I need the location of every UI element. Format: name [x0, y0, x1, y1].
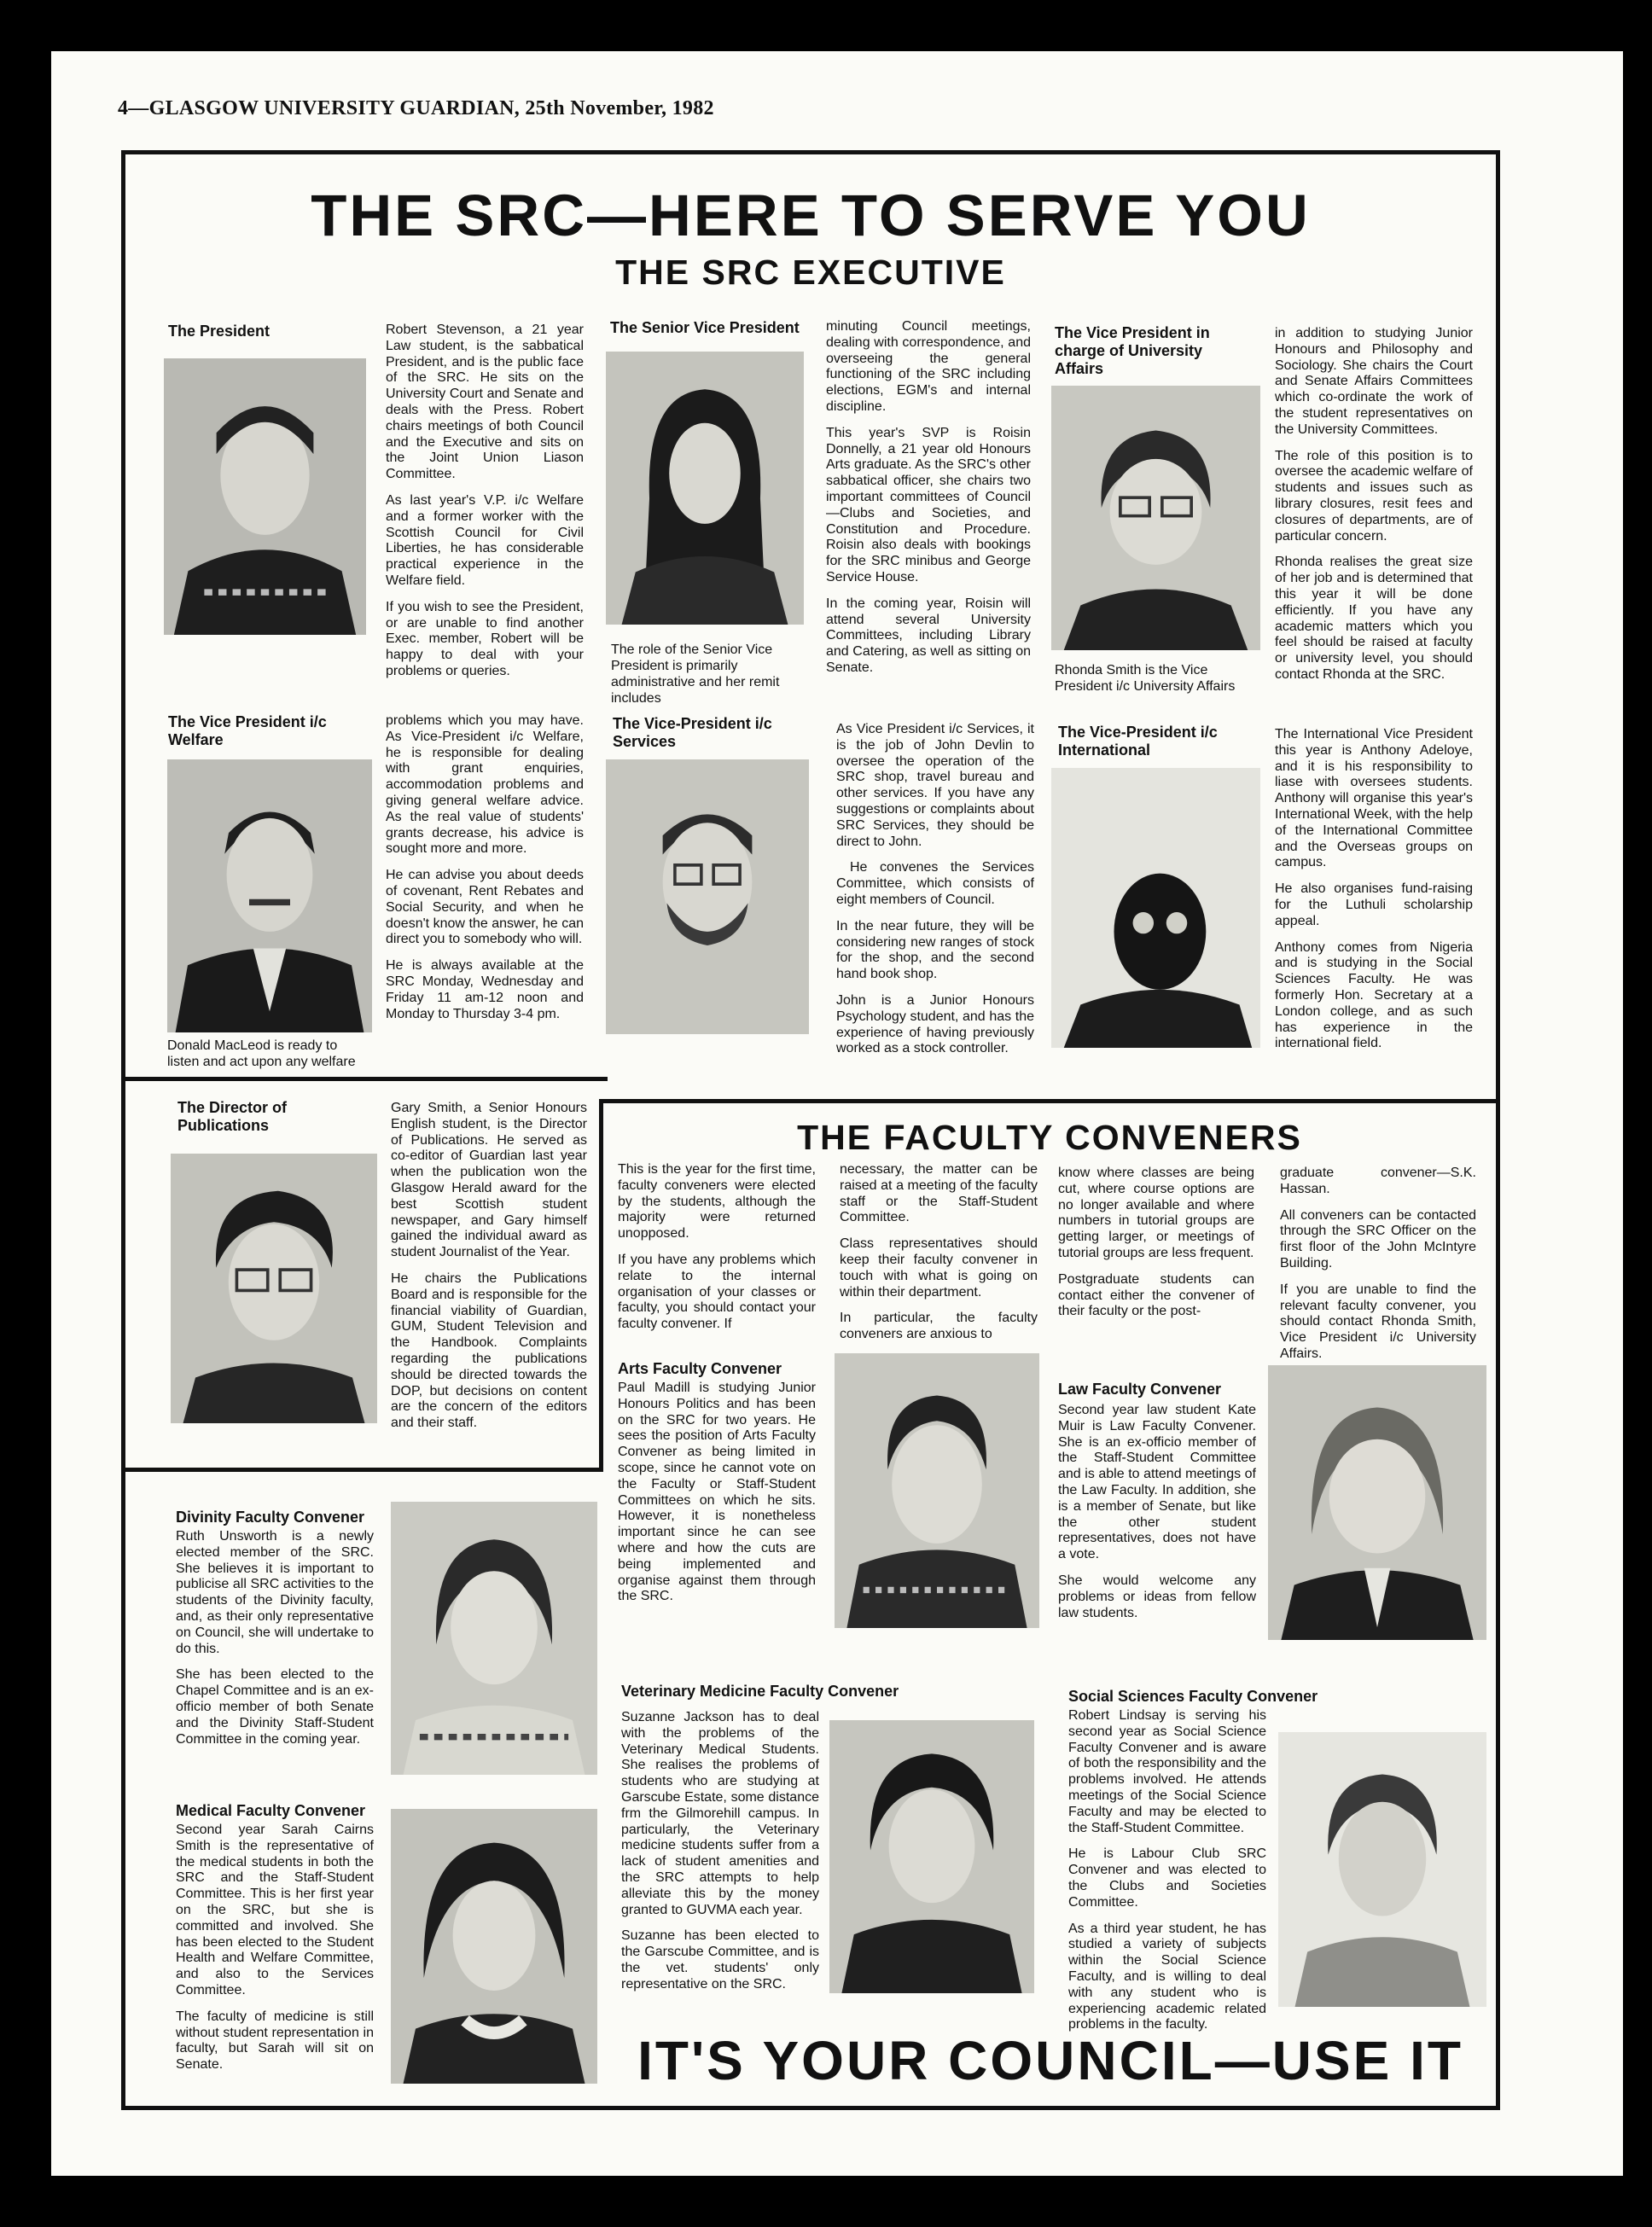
footer-slogan: IT'S YOUR COUNCIL—USE IT: [637, 2030, 1463, 2091]
section-divider: [121, 1077, 608, 1081]
director-bottom-rule: [121, 1468, 603, 1472]
vp-welfare-label: The Vice President i/c Welfare: [168, 713, 327, 748]
medical-label: Medical Faculty Convener: [176, 1802, 366, 1819]
divinity-photo: [391, 1502, 597, 1775]
arts-photo: [835, 1353, 1039, 1628]
director-photo: [171, 1154, 377, 1423]
vet-text: Suzanne Jackson has to deal with the problems of the Veterinary Medical Students. She realises the problems of students who are studying at Garscube Estate, some distance frm the Gilmorehill campus. In particularly, the Veterinary medicine students suffer from a lack of student amenities and the SRC attempts to help alleviate this by the money granted to GUVMA each year. Suzanne has been elected to the Garscube Committee, and is the vet. students' only representative on the SRC.: [621, 1710, 819, 1992]
faculty-intro-col4: graduate convener—S.K. Hassan. All conveners can be contacted through the SRC Officer on the first floor of the John McIntyre Building. If you are unable to find the relevant faculty convener, you should contact Rhonda Smith, Vice President i/c University Affairs.: [1280, 1166, 1476, 1361]
vp-university-caption: Rhonda Smith is the Vice President i/c University Affairs: [1055, 663, 1236, 694]
svp-text: minuting Council meetings, dealing with correspondence, and overseeing the general functioning of the SRC including elections, EGM's and internal discipline. This year's SVP is Roisin Donnelly, a 21 year old Honours Arts graduate. As the SRC's other sabbatical officer, she chairs two important committees of Council—Clubs and Societies, and Constitution and Procedure. Roisin also deals with bookings for the SRC minibus and George Service House. In the coming year, Roisin will attend several University Committees, including Library and Catering, as well as sitting on Senate.: [826, 319, 1031, 675]
social-photo: [1278, 1732, 1486, 2007]
headline: THE SRC—HERE TO SERVE YOU: [311, 183, 1311, 248]
vp-welfare-caption: Donald MacLeod is ready to listen and act upon any welfare: [167, 1038, 356, 1069]
divinity-label: Divinity Faculty Convener: [176, 1509, 365, 1526]
director-text: Gary Smith, a Senior Honours English student, is the Director of Publications. He served as co-editor of Guardian last year when the publication won the Glasgow Herald award for the best Scottish student newspaper, and Gary himself gained the individual award as student Journalist of the Year. He chairs the Publications Board and is responsible for the financial viability of Guardian, GUM, Student Television and the Handbook. Complaints regarding the publications should be directed towards the DOP, but decisions on content are the concern of the editors and their staff.: [391, 1101, 587, 1431]
vp-services-photo: [606, 759, 809, 1034]
law-text: Second year law student Kate Muir is Law Faculty Convener. She is an ex-officio member of the Staff-Student Committee and is able to attend meetings of the Law Faculty. In addition, she is a member of Senate, but like the other student representatives, does not have a vote. She would welcome any problems or ideas from fellow law students.: [1058, 1403, 1256, 1620]
vp-international-photo: [1051, 768, 1260, 1048]
vp-services-label: The Vice-President i/c Services: [613, 715, 772, 750]
vp-welfare-text: problems which you may have. As Vice-President i/c Welfare, he is responsible for dealing with grant enquiries, accommodation problems and giving general welfare advice. As the real value of students' grants decrease, his advice is sought more and more. He can advise you about deeds of covenant, Rent Rebates and Social Security, and when he doesn't know the answer, he can direct you to somebody who will. He is always available at the SRC Monday, Wednesday and Friday 11 am-12 noon and Monday to Thursday 3-4 pm.: [386, 713, 584, 1021]
vp-university-text: in addition to studying Junior Honours and Philosophy and Sociology. She chairs the Court and Senate Affairs Committees which co-ordinate the work of the student representatives on the University Committees. The role of this position is to oversee the academic welfare of students and issues such as library closures, resit fees and closures of departments, are of particular concern. Rhonda realises the great size of her job and is determined that this year it will be done efficiently. If you have any academic matters which you feel should be raised at faculty or university level, you should contact Rhonda at the SRC.: [1275, 326, 1473, 682]
arts-text: Paul Madill is studying Junior Honours Politics and has been on the SRC for two years. He sees the position of Arts Faculty Convener as being limited in scope, since he cannot vote on the Faculty or Staff-Student Committees on which he sits. However, it is nonetheless important since he can see where and how the cuts are being implemented and organise against them through the SRC.: [618, 1381, 816, 1604]
faculty-intro-col1: This is the year for the first time, faculty conveners were elected by the students, although the majority were returned unopposed. If you have any problems which relate to the internal organisation of your classes or faculty, you should contact your faculty convener. If: [618, 1162, 816, 1332]
social-label: Social Sciences Faculty Convener: [1068, 1688, 1318, 1705]
president-label: The President: [168, 323, 270, 340]
law-label: Law Faculty Convener: [1058, 1381, 1222, 1398]
medical-text: Second year Sarah Cairns Smith is the representative of the medical students in both the SRC and the Staff-Student Committee. This is her first year on the SRC, but she is committed and involved. She has been elected to the Student Health and Welfare Committee, and also to the Services Committee. The faculty of medicine is still without student representation in faculty, but Sarah will sit on Senate.: [176, 1823, 374, 2073]
svp-label: The Senior Vice President: [610, 319, 800, 336]
faculty-intro-col3: know where classes are being cut, where course options are no longer available and where numbers in tutorial groups are getting larger, or meetings of tutorial groups are less frequent. Postgraduate students can contact either the convener of their faculty or the post-: [1058, 1166, 1254, 1319]
social-text: Robert Lindsay is serving his second year as Social Science Faculty Convener and is aware of both the responsibility and the problems involved. He attends meetings of the Social Science Faculty and may be elected to the Staff-Student Committee. He is Labour Club SRC Convener and was elected to the Clubs and Societies Committee. As a third year student, he has studied a variety of subjects within the Social Science Faculty, and is willing to deal with any student who is experiencing academic related problems in the faculty.: [1068, 1708, 1266, 2032]
vp-welfare-photo: [167, 759, 372, 1032]
vp-services-text: As Vice President i/c Services, it is the job of John Devlin to oversee the operation of the SRC shop, travel bureau and other services. If you have any suggestions or complaints about SRC Services, they should be direct to John. He convenes the Services Committee, which consists of eight members of Council. In the near future, they will be considering new ranges of stock for the shop, and the second hand book shop. John is a Junior Honours Psychology student, and has the experience of having previously worked as a stock controller.: [836, 722, 1034, 1056]
running-head: 4—GLASGOW UNIVERSITY GUARDIAN, 25th November, 1982: [118, 97, 714, 119]
arts-label: Arts Faculty Convener: [618, 1360, 782, 1377]
director-label: The Director of Publications: [177, 1099, 288, 1134]
vet-photo: [829, 1720, 1034, 1993]
president-text: Robert Stevenson, a 21 year Law student, is the sabbatical President, and is the public face of the SRC. He sits on the University Court and Senate and deals with the Press. Robert chairs meetings of both Council and the Executive and sits on the Joint Union Liason Committee. As last year's V.P. i/c Welfare and a former worker with the Scottish Council for Civil Liberties, he has considerable practical experience in the Welfare field. If you wish to see the President, or are unable to find another Exec. member, Robert will be happy to deal with your problems or queries.: [386, 323, 584, 678]
vp-university-label: The Vice President in charge of University Affairs: [1055, 324, 1210, 377]
vet-label: Veterinary Medicine Faculty Convener: [621, 1683, 899, 1700]
svp-caption: The role of the Senior Vice President is primarily administrative and her remit includes: [611, 643, 780, 706]
medical-photo: [391, 1809, 597, 2084]
faculty-top-rule: [599, 1099, 1500, 1103]
faculty-intro-col2: necessary, the matter can be raised at a meeting of the faculty staff or the Staff-Student Committee. Class representatives should keep their faculty convener in touch with what is going on within their department. In particular, the faculty conveners are anxious to: [840, 1162, 1038, 1342]
vp-international-label: The Vice-President i/c International: [1058, 724, 1218, 759]
faculty-title: THE FACULTY CONVENERS: [797, 1118, 1302, 1157]
divinity-text: Ruth Unsworth is a newly elected member of the SRC. She believes it is important to publicise all SRC activities to the students of the Divinity faculty, and, as their only representative on Council, she will undertake to do this. She has been elected to the Chapel Committee and is an ex-officio member of both Senate and the Divinity Staff-Student Committee in the coming year.: [176, 1529, 374, 1747]
vp-international-text: The International Vice President this year is Anthony Adeloye, and it is his responsibility to liase with oversees students. Anthony will organise this year's International Week, with the help of the International Committee and the Overseas groups on campus. He also organises fund-raising for the Luthuli scholarship appeal. Anthony comes from Nigeria and is studying in the Social Sciences Faculty. He was formerly Hon. Secretary at a London college, and as such has experience in the international field.: [1275, 727, 1473, 1051]
executive-title: THE SRC EXECUTIVE: [615, 253, 1006, 292]
president-photo: [164, 358, 366, 635]
law-photo: [1268, 1365, 1486, 1640]
vp-university-photo: [1051, 386, 1260, 650]
svp-photo: [606, 352, 804, 625]
